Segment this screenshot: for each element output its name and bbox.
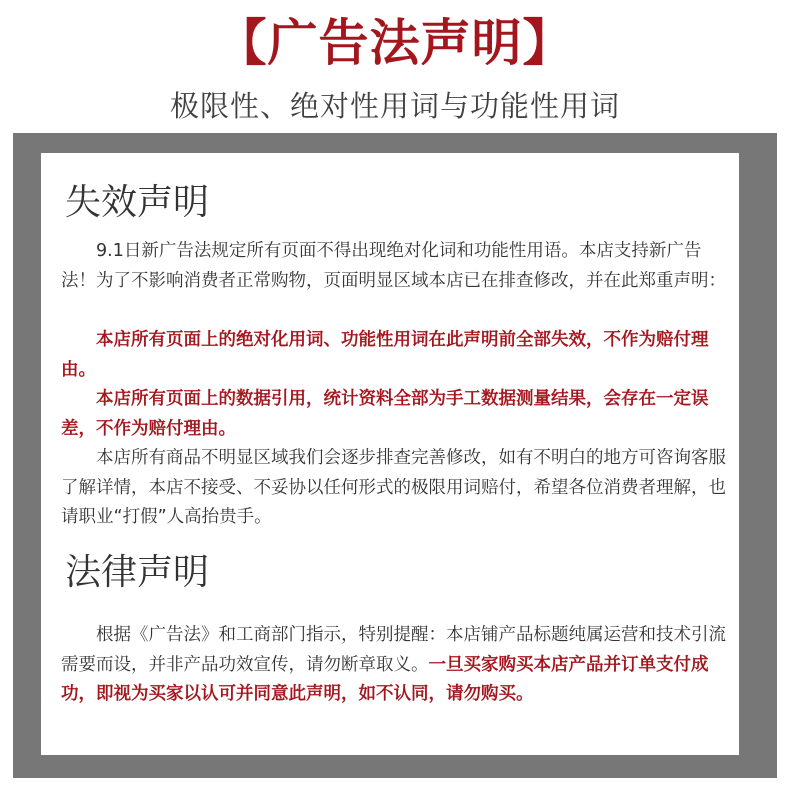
paragraph-invalid-intro: 9.1日新广告法规定所有页面不得出现绝对化词和功能性用语。本店支持新广告法！为了不影响消费者正常购物，页面明显区域本店已在排查修改，并在此郑重声明： <box>61 241 726 291</box>
paragraph-ongoing-review: 本店所有商品不明显区域我们会逐步排查完善修改，如有不明白的地方可咨询客服了解详情，本店不接受、不妥协以任何形式的极限用词赔付，希望各位消费者理解，也请职业“打假”人高抬贵手。 <box>61 448 726 527</box>
paragraph-invalid-words: 本店所有页面上的绝对化用词、功能性用词在此声明前全部失效，不作为赔付理由。 <box>61 330 709 380</box>
section-title-invalid: 失效声明 <box>65 182 210 223</box>
legal-text: 根据《广告法》和工商部门指示，特别提醒：本店铺产品标题纯属运营和技术引流需要而设，并非产品功效宣传，请勿断章取义。 <box>61 625 726 675</box>
page-subtitle: 极限性、绝对性用词与功能性用词 <box>169 89 620 123</box>
notice-panel <box>38 150 742 758</box>
paragraph-legal <box>61 621 731 710</box>
paragraph-data-reference: 本店所有页面上的数据引用，统计资料全部为手工数据测量结果，会存在一定误差，不作为赔付理由。 <box>61 389 709 439</box>
page-title: 【广告法声明】 <box>216 14 574 72</box>
legal-text-emphasis: 一旦买家购买本店产品并订单支付成功，即视为买家以认可并同意此声明，如不认同，请勿购买。 <box>61 654 709 704</box>
notice-frame <box>13 133 777 778</box>
section-title-legal: 法律声明 <box>65 552 210 593</box>
